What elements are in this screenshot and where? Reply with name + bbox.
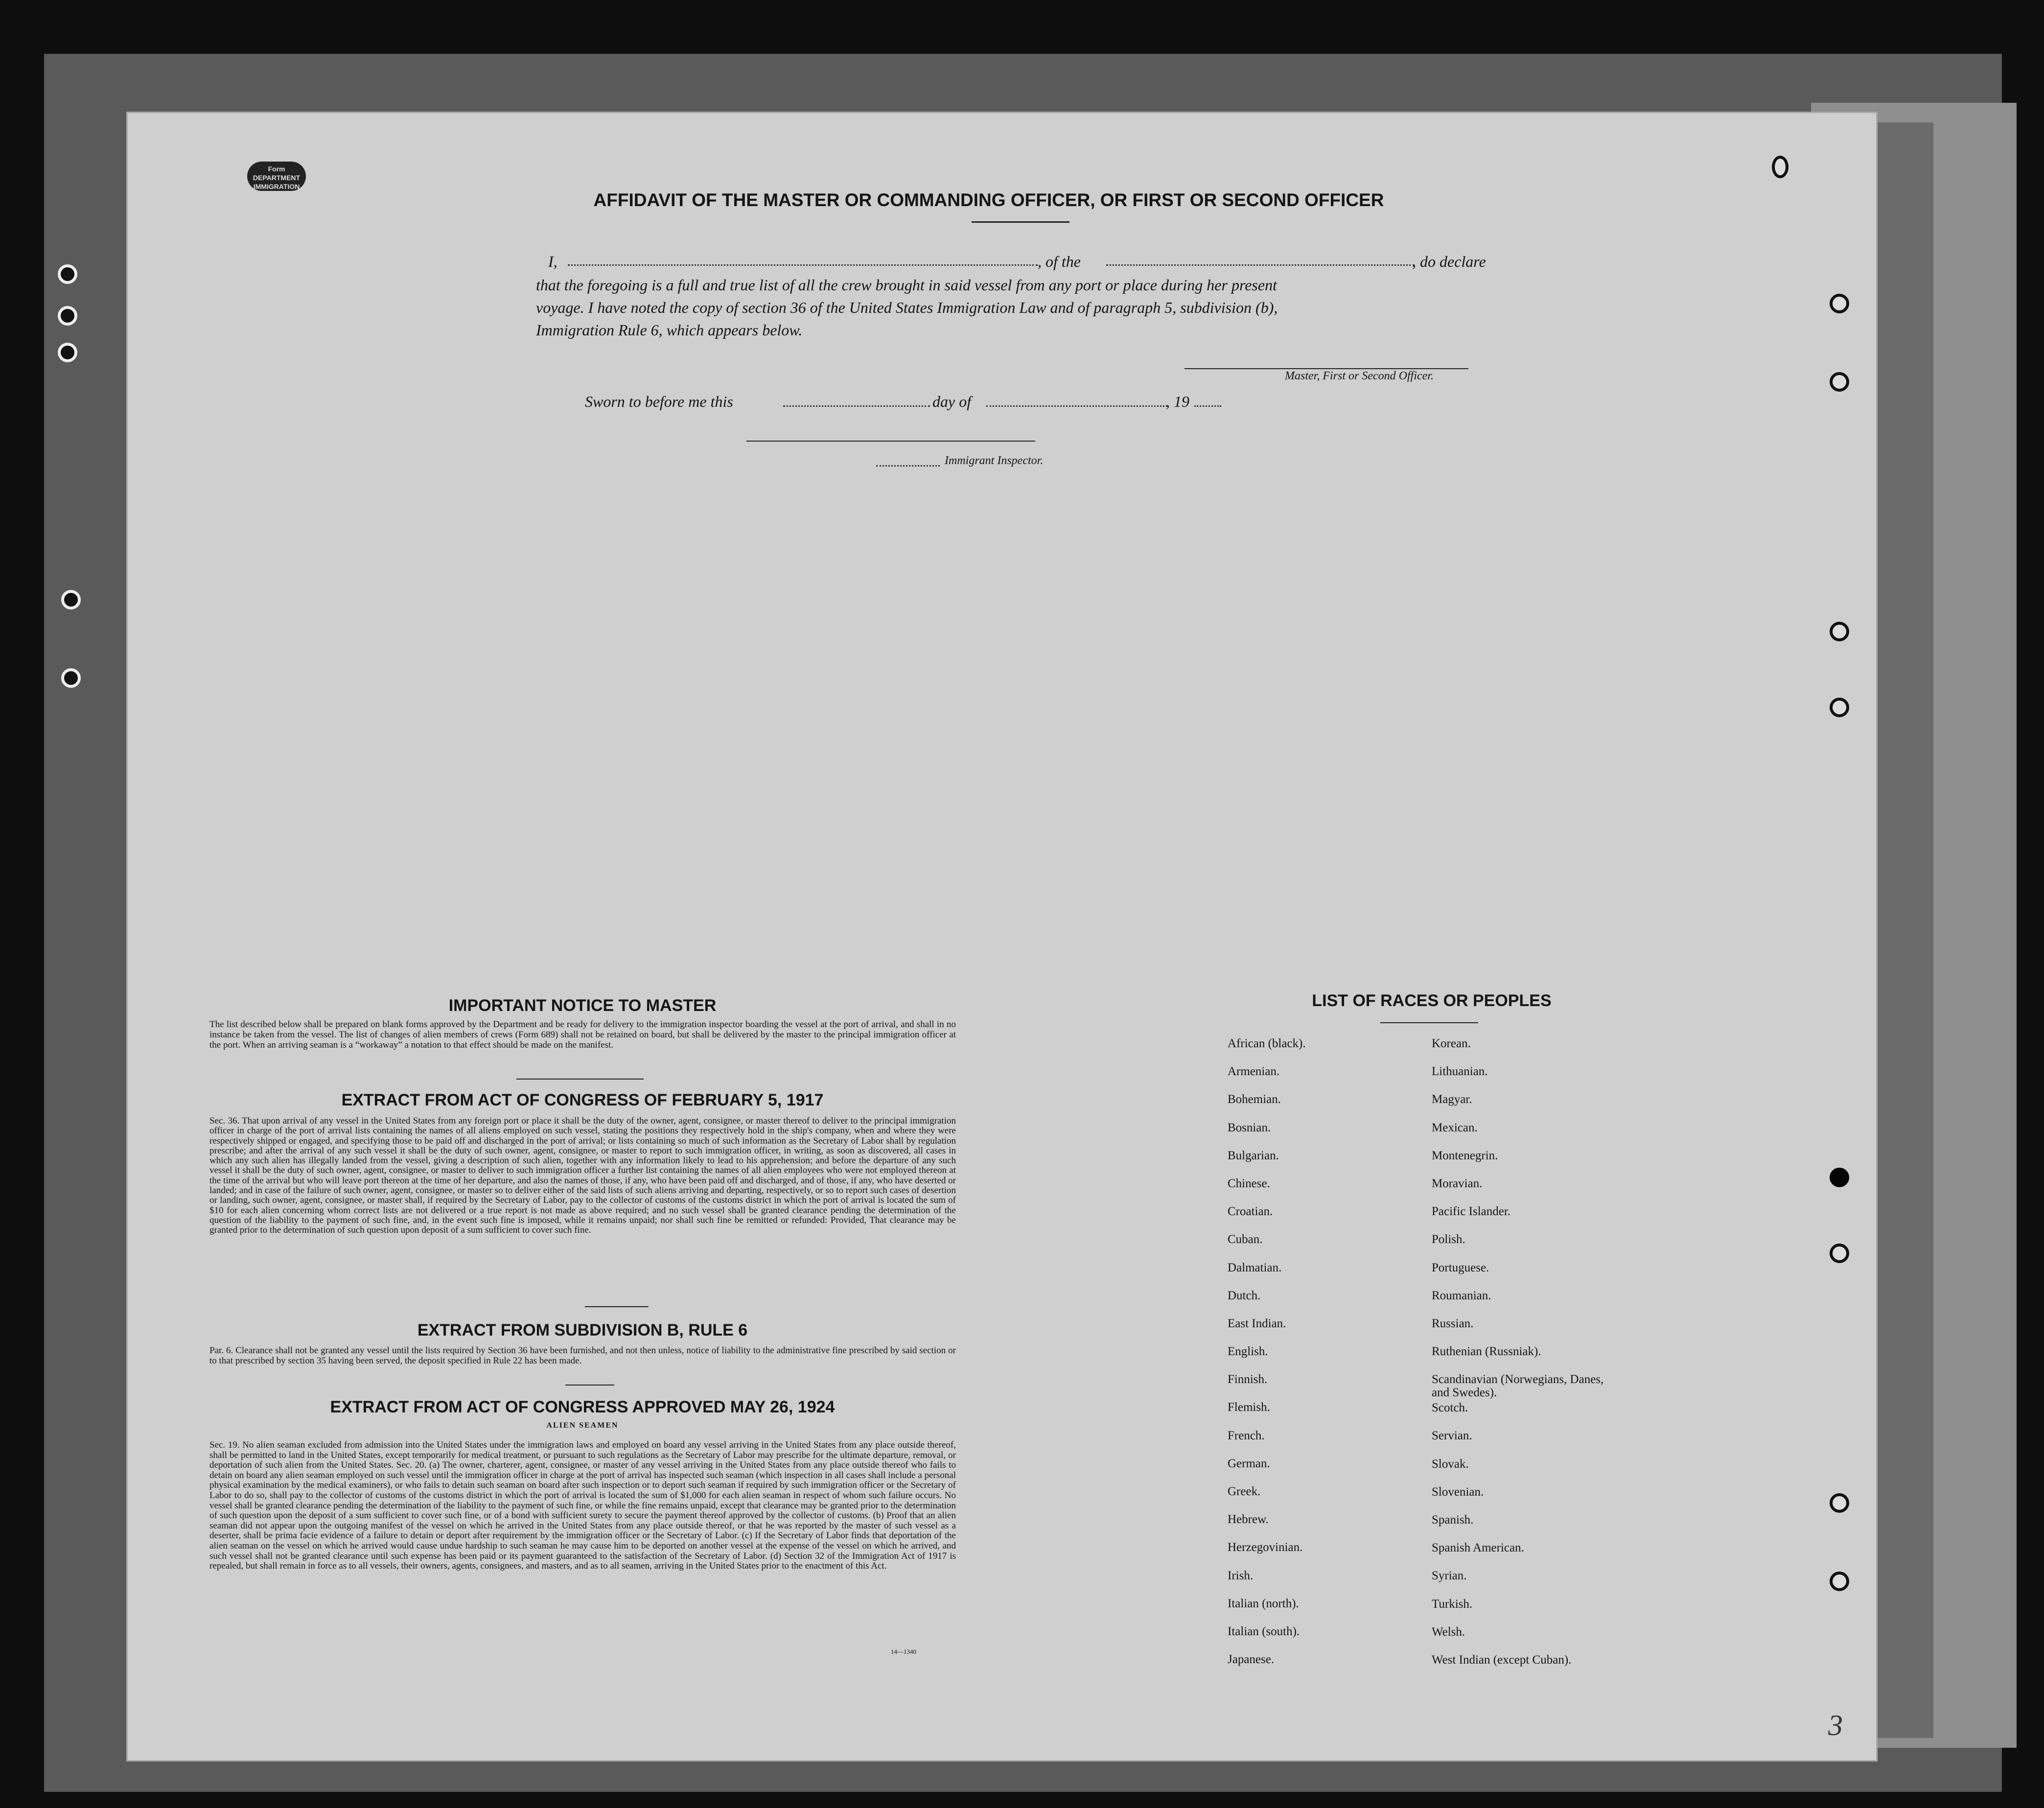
race-item: Irish. xyxy=(1228,1569,1254,1582)
race-item: Greek. xyxy=(1228,1485,1261,1498)
affidavit-line1-start: I, xyxy=(548,253,557,270)
race-item: Herzegovinian. xyxy=(1228,1541,1303,1554)
punch-hole xyxy=(1830,1168,1849,1187)
page-number: 3 xyxy=(1828,1709,1843,1741)
race-item: Scotch. xyxy=(1432,1401,1468,1415)
race-item: Dalmatian. xyxy=(1228,1261,1282,1274)
race-item: Hebrew. xyxy=(1228,1513,1269,1526)
extract-rule6-body: Par. 6. Clearance shall not be granted any vessel until the lists required by Section 36 have been furnished, and not then unless, notice of liability to the administrative fine prescribed by said section or to that prescribed by section 35 having been served, the deposit specified in Rule 22 has been made. xyxy=(209,1345,956,1366)
race-item: Russian. xyxy=(1432,1316,1474,1330)
race-item: East Indian. xyxy=(1228,1316,1286,1330)
race-item: English. xyxy=(1228,1345,1268,1359)
section-divider xyxy=(585,1306,649,1307)
races-right-column xyxy=(1432,1037,1637,1681)
race-item: Korean. xyxy=(1432,1037,1471,1050)
inspector-dots xyxy=(876,465,940,467)
race-item: French. xyxy=(1228,1429,1265,1442)
race-item: Mexican. xyxy=(1432,1121,1478,1134)
race-item: Croatian. xyxy=(1228,1205,1273,1219)
punch-hole xyxy=(58,264,77,284)
sworn-day-blank xyxy=(783,405,930,407)
race-item: Japanese. xyxy=(1228,1653,1275,1667)
race-item: Portuguese. xyxy=(1432,1261,1489,1274)
race-item: Bosnian. xyxy=(1228,1121,1271,1134)
extract-rule6-title: EXTRACT FROM SUBDIVISION B, RULE 6 xyxy=(417,1321,748,1339)
punch-hole xyxy=(1830,294,1849,313)
race-item: Lithuanian. xyxy=(1432,1065,1488,1079)
punch-hole xyxy=(1830,622,1849,641)
race-item: Roumanian. xyxy=(1432,1289,1491,1302)
race-item: West Indian (except Cuban). xyxy=(1432,1653,1572,1667)
race-item: Cuban. xyxy=(1228,1233,1263,1246)
vessel-name-blank xyxy=(1106,264,1415,266)
affidavit-title: AFFIDAVIT OF THE MASTER OR COMMANDING OFFICER, OR FIRST OR SECOND OFFICER xyxy=(593,190,1384,210)
extract-1924-subtitle: ALIEN SEAMEN xyxy=(546,1421,619,1430)
race-item: Ruthenian (Russniak). xyxy=(1432,1345,1541,1359)
inspector-caption: Immigrant Inspector. xyxy=(945,454,1044,467)
punch-hole xyxy=(1772,156,1788,178)
bleed-through-text xyxy=(441,171,1615,191)
race-item: Turkish. xyxy=(1432,1597,1473,1611)
form-stamp: Form DEPARTMENT IMMIGRATION xyxy=(247,162,306,191)
sworn-day-label: day of xyxy=(932,393,972,410)
punch-hole xyxy=(58,306,77,326)
race-item: Bohemian. xyxy=(1228,1093,1281,1106)
race-item: Montenegrin. xyxy=(1432,1149,1498,1162)
sworn-month-blank xyxy=(986,405,1167,407)
race-item: Slovenian. xyxy=(1432,1485,1484,1499)
affidavit-line1-mid: , of the xyxy=(1038,253,1081,270)
race-item: African (black). xyxy=(1228,1037,1306,1050)
affidavit-line2: that the foregoing is a full and true list of all the crew brought in said vessel from any port or place during her present xyxy=(536,276,1277,294)
race-item: Bulgarian. xyxy=(1228,1149,1279,1162)
race-item: Slovak. xyxy=(1432,1457,1469,1471)
race-item: Moravian. xyxy=(1432,1176,1483,1190)
race-item: Armenian. xyxy=(1228,1065,1280,1079)
race-item: Italian (north). xyxy=(1228,1597,1299,1610)
signature-line xyxy=(1185,368,1468,369)
punch-hole xyxy=(1830,372,1849,392)
race-item: Spanish American. xyxy=(1432,1541,1524,1555)
punch-hole xyxy=(1830,698,1849,717)
punch-hole xyxy=(1830,1572,1849,1591)
inspector-line xyxy=(746,441,1035,442)
extract-1917-title: EXTRACT FROM ACT OF CONGRESS OF FEBRUARY 5, 1917 xyxy=(341,1091,824,1109)
extract-1917-body: Sec. 36. That upon arrival of any vessel in the United States from any foreign port or place it shall be the duty of the owner, agent, consignee, or master thereof to deliver to the principal immigration officer in charge of the port of arrival lists containing the names of all aliens employed on such vessel, stating the positions they respectively hold in the ship's company, when and where they were respectively shipped or engaged, and specifying those to be paid off and discharged in the port of arrival; or lists containing so much of such information as the Secretary of Labor shall by regulation prescribe; and after the arrival of any such vessel it shall be the duty of such owner, agent, consignee, or master to report to such immigration officer, in writing, as soon as discovered, all cases in which any such alien has illegally landed from the vessel, giving a description of such alien, together with any information likely to lead to his apprehension; and before the departure of any such vessel it shall be the duty of such owner, agent, consignee, or master to deliver to such immigration officer a further list containing the names of all alien employees who were not employed thereon at the time of the arrival but who will leave port thereon at the time of her departure, and also the names of those, if any, who have been paid off and discharged, and of those, if any, who have deserted or landed; and in case of the failure of such owner, agent, consignee, or master so to deliver either of the said lists of such aliens arriving and departing, respectively, or so to report such cases of desertion or landing, such owner, agent, consignee, or master shall, if required by the Secretary of Labor, pay to the collector of customs of the customs district in which the port of arrival is located the sum of $10 for each alien concerning whom correct lists are not delivered or a true report is not made as above required; and no such vessel shall be granted clearance pending the determination of the question of the liability to the payment of such fine, and, in the event such fine is imposed, while it remains unpaid; nor shall such fine be remitted or refunded: Provided, That clearance may be granted prior to the determination of such question upon deposit of a sum sufficient to cover such fine. xyxy=(209,1116,956,1236)
race-item: Finnish. xyxy=(1228,1373,1268,1386)
races-title-underline xyxy=(1380,1022,1478,1023)
race-item: Welsh. xyxy=(1432,1625,1465,1639)
punch-hole xyxy=(61,590,81,610)
sworn-year-blank xyxy=(1194,405,1221,407)
race-item: Italian (south). xyxy=(1228,1624,1300,1638)
race-item: Servian. xyxy=(1432,1429,1472,1443)
affidavit-line4: Immigration Rule 6, which appears below. xyxy=(536,321,803,339)
signature-caption: Master, First or Second Officer. xyxy=(1285,370,1434,382)
sworn-year-label: , 19 xyxy=(1166,393,1189,410)
race-item: Syrian. xyxy=(1432,1569,1467,1583)
section-divider xyxy=(516,1079,644,1080)
race-item: Flemish. xyxy=(1228,1401,1270,1414)
races-left-column xyxy=(1228,1037,1414,1681)
races-title: LIST OF RACES OR PEOPLES xyxy=(1312,991,1552,1010)
extract-1924-body: Sec. 19. No alien seaman excluded from admission into the United States under the immigration laws and employed on board any vessel arriving in the United States from any place outside thereof, shall be permitted to land in the United States, except temporarily for medical treatment, or pursuant to such regulations as the Secretary of Labor may prescribe for the ultimate departure, removal, or deportation of such alien from the United States. Sec. 20. (a) The owner, charterer, agent, consignee, or master of any vessel arriving in the United States from any place outside thereof who fails to detain on board any alien seaman employed on such vessel until the immigration officer in charge at the port of arrival has inspected such seaman (which inspection in all cases shall include a personal physical examination by the medical examiners), or who fails to detain such seaman on board after such inspection or to deport such seaman if required by such immigration officer or the Secretary of Labor to do so, shall pay to the collector of customs of the customs district in which the port of arrival is located the sum of $1,000 for each alien seaman in respect of whom such failure occurs. No vessel shall be granted clearance pending the determination of the liability to the payment of such fine, or while the fine remains unpaid, except that clearance may be granted prior to the determination of such question upon the deposit of a sum sufficient to cover such fine, or of a bond with sufficient surety to secure the payment thereof approved by the collector of customs. (b) Proof that an alien seaman did not appear upon the outgoing manifest of the vessel on which he arrived in the United States from any place outside thereof, or that he was reported by the master of such vessel as a deserter, shall be prima facie evidence of a failure to detain or deport after requirement by the immigration officer or the Secretary of Labor. (c) If the Secretary of Labor finds that deportation of the alien seaman on the vessel on which he arrived would cause undue hardship to such seaman he may cause him to be deported on another vessel at the expense of the vessel on which he arrived, and such vessel shall not be granted clearance until such expense has been paid or its payment guaranteed to the satisfaction of the Secretary of Labor. (d) Section 32 of the Immigration Act of 1917 is repealed, but shall remain in force as to all vessels, their owners, agents, consignees, and masters, and as to all seamen, arriving in the United States prior to the enactment of this Act. xyxy=(209,1440,956,1572)
race-item: Pacific Islander. xyxy=(1432,1205,1511,1219)
race-item: Spanish. xyxy=(1432,1513,1474,1526)
punch-hole xyxy=(1830,1493,1849,1513)
extract-1924-title: EXTRACT FROM ACT OF CONGRESS APPROVED MAY 26, 1924 xyxy=(330,1398,835,1416)
race-item: Scandinavian (Norwegians, Danes, and Swedes). xyxy=(1432,1373,1604,1400)
affidavit-line3: voyage. I have noted the copy of section 36 of the United States Immigration Law and of paragraph 5, subdivision (b), xyxy=(536,299,1278,316)
underlying-page-edge xyxy=(1875,122,1933,1738)
punch-hole xyxy=(58,343,77,362)
notice-body: The list described below shall be prepared on blank forms approved by the Department and be ready for delivery to the immigration inspector boarding the vessel at the port of arrival, and shall in no instance be taken from the vessel. The list of changes of alien members of crews (Form 689) shall not be retained on board, but shall be delivered by the master to the principal immigration officer at the port. When an arriving seaman is a “workaway” a notation to that effect should be made on the manifest. xyxy=(209,1019,956,1050)
master-name-blank xyxy=(568,264,1038,266)
punch-hole xyxy=(61,668,81,688)
sworn-label: Sworn to before me this xyxy=(585,393,733,410)
title-underline xyxy=(972,221,1069,223)
race-item: Dutch. xyxy=(1228,1289,1261,1302)
punch-hole xyxy=(1830,1244,1849,1263)
notice-title: IMPORTANT NOTICE TO MASTER xyxy=(448,996,717,1015)
form-number: 14—1340 xyxy=(891,1648,916,1655)
affidavit-line1-end: , do declare xyxy=(1412,253,1486,270)
race-item: Chinese. xyxy=(1228,1176,1270,1190)
race-item: Polish. xyxy=(1432,1233,1465,1246)
race-item: German. xyxy=(1228,1456,1270,1470)
race-item: Magyar. xyxy=(1432,1093,1472,1106)
